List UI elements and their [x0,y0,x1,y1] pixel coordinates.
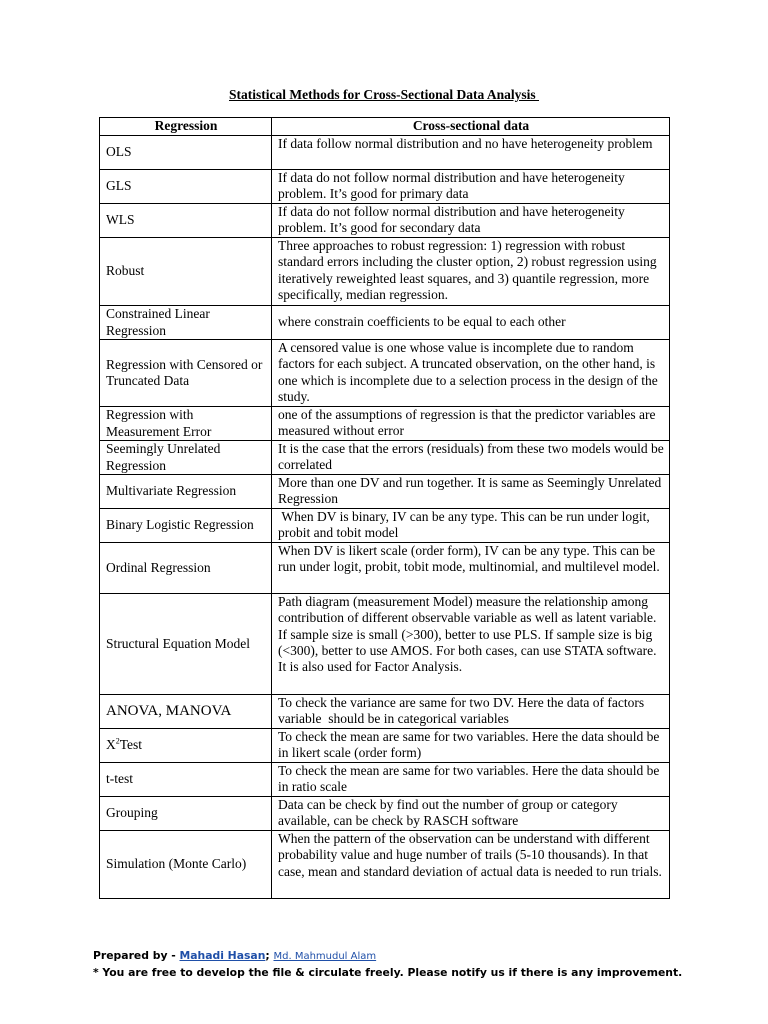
table-row [100,340,670,407]
author-separator: ; [265,949,274,962]
methods-table [99,117,670,899]
description-cell: Three approaches to robust regression: 1) regression with robust standard errors including the cluster option, 2) robust regression using iteratively reweighted least squares, and 3) quantile regression, more specifically, median regression. [272,238,670,306]
table-row [100,238,670,306]
table-row [100,831,670,899]
table-row [100,306,670,340]
description-cell: If data do not follow normal distribution and have heterogeneity problem. It’s good for primary data [272,170,670,204]
description-cell: It is the case that the errors (residuals) from these two models would be correlated [272,441,670,475]
table-row [100,441,670,475]
method-cell: Multivariate Regression [100,475,272,509]
method-cell: Robust [100,238,272,306]
method-cell: OLS [100,136,272,170]
description-cell: where constrain coefficients to be equal to each other [272,306,670,340]
superscript: 2 [115,736,120,746]
description-cell: When DV is binary, IV can be any type. This can be run under logit, probit and tobit model [272,509,670,543]
description-cell: Data can be check by find out the number of group or category available, can be check by RASCH software [272,797,670,831]
table-row [100,543,670,594]
table-row [100,407,670,441]
table-row [100,136,670,170]
table-row [100,695,670,729]
method-cell: WLS [100,204,272,238]
description-cell: To check the variance are same for two DV. Here the data of factors variable should be in categorical variables [272,695,670,729]
prepared-by-line [93,948,713,965]
method-cell: Binary Logistic Regression [100,509,272,543]
table-row [100,797,670,831]
method-cell: Grouping [100,797,272,831]
description-cell: When the pattern of the observation can be understand with different probability value and huge number of trails (5-10 thousands). In that case, mean and standard deviation of actual data is needed to run trials. [272,831,670,899]
method-cell: GLS [100,170,272,204]
description-cell: To check the mean are same for two variables. Here the data should be in likert scale (order form) [272,729,670,763]
table-header-row [100,118,670,136]
description-cell: If data do not follow normal distribution and have heterogeneity problem. It’s good for secondary data [272,204,670,238]
method-cell: t-test [100,763,272,797]
method-cell [100,729,272,763]
document-title: Statistical Methods for Cross-Sectional Data Analysis [229,87,539,102]
footer [93,948,713,981]
method-cell: Simulation (Monte Carlo) [100,831,272,899]
method-cell: ANOVA, MANOVA [100,695,272,729]
table-row [100,204,670,238]
description-cell: Path diagram (measurement Model) measure the relationship among contribution of different observable variable as well as latent variable. If sample size is small (>300), better to use PLS. If sample size is big (<300), better to use AMOS. For both cases, can use STATA software. It is also used for Factor Analysis. [272,594,670,695]
description-cell: When DV is likert scale (order form), IV can be any type. This can be run under logit, probit, tobit mode, multinomial, and multilevel model. [272,543,670,594]
method-cell: Constrained Linear Regression [100,306,272,340]
method-cell: Regression with Measurement Error [100,407,272,441]
prepared-by-label: Prepared by - [93,949,180,962]
method-cell: Structural Equation Model [100,594,272,695]
description-cell: To check the mean are same for two variables. Here the data should be in ratio scale [272,763,670,797]
table-row [100,475,670,509]
description-cell: If data follow normal distribution and no have heterogeneity problem [272,136,670,170]
author-link-mahadi-hasan[interactable]: Mahadi Hasan [179,949,266,962]
description-cell: one of the assumptions of regression is that the predictor variables are measured without error [272,407,670,441]
column-header-cross-sectional: Cross-sectional data [272,118,670,136]
description-cell: More than one DV and run together. It is same as Seemingly Unrelated Regression [272,475,670,509]
table-row [100,594,670,695]
table-row [100,170,670,204]
method-cell: Ordinal Regression [100,543,272,594]
table-row [100,763,670,797]
description-cell: A censored value is one whose value is incomplete due to random factors for each subject. A truncated observation, on the other hand, is one which is incomplete due to a selection process in the design of the study. [272,340,670,407]
table-row [100,509,670,543]
author-link-mahmudul-alam[interactable]: Md. Mahmudul Alam [273,951,377,962]
footer-note: * You are free to develop the file & circulate freely. Please notify us if there is any improvement. [93,966,683,979]
column-header-regression: Regression [100,118,272,136]
chi-square-symbol: X [106,737,116,753]
method-cell-rest: Test [119,737,143,753]
method-cell: Regression with Censored or Truncated Data [100,340,272,407]
table-row [100,729,670,763]
method-cell: Seemingly Unrelated Regression [100,441,272,475]
